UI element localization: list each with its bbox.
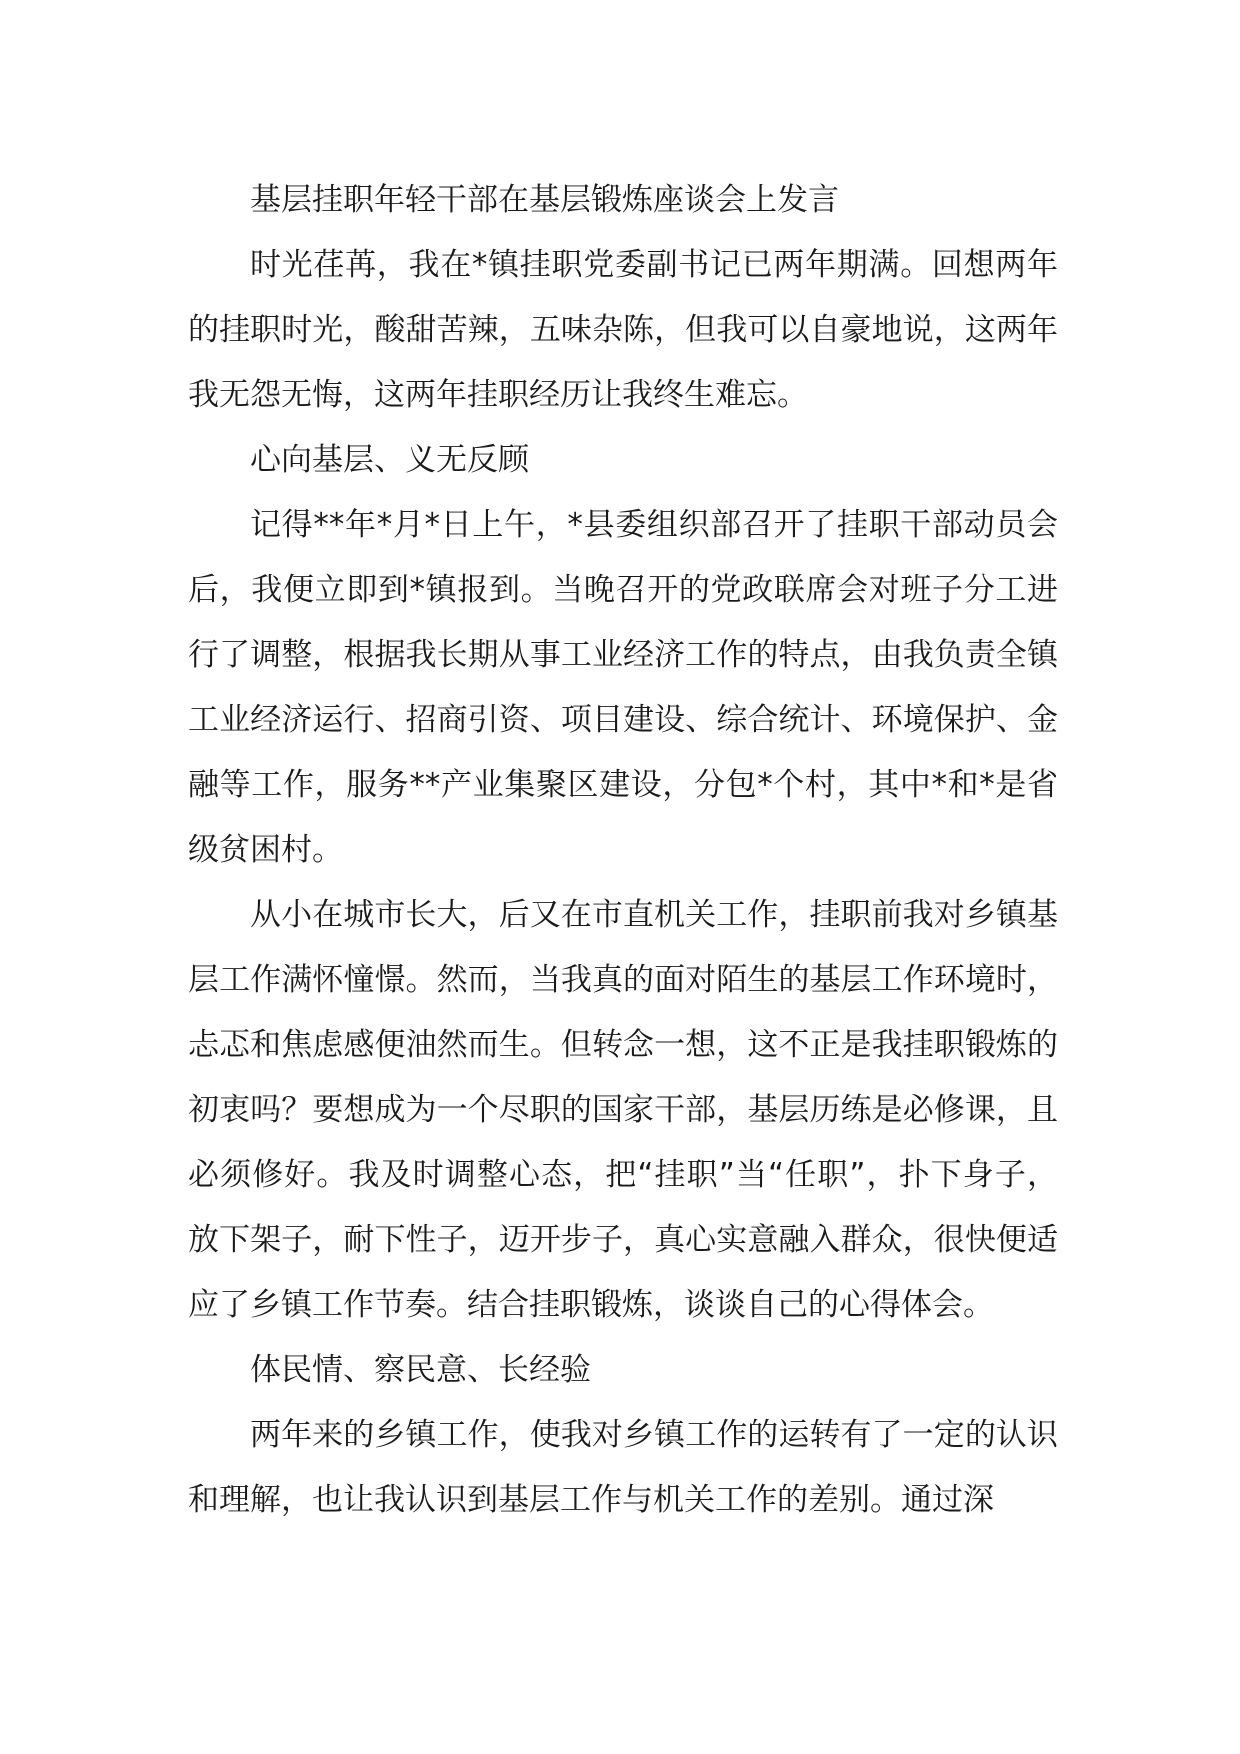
paragraph-report: 记得**年*月*日上午，*县委组织部召开了挂职干部动员会后，我便立即到*镇报到。当晚召开的党政联席会对班子分工进行了调整，根据我长期从事工业经济工作的特点，由我负责全镇工业经济运行、招商引资、项目建设、综合统计、环境保护、金融等工作，服务**产业集聚区建设，分包*个村，其中*和*是省级贫困村。 (188, 507, 1058, 868)
section-heading-1: 心向基层、义无反顾 (250, 442, 529, 478)
document-page (188, 168, 1058, 1533)
paragraph-intro: 时光荏苒，我在*镇挂职党委副书记已两年期满。回想两年的挂职时光，酸甜苦辣，五味杂陈，但我可以自豪地说，这两年我无怨无悔，这两年挂职经历让我终生难忘。 (188, 247, 1058, 413)
paragraph-mindset: 从小在城市长大，后又在市直机关工作，挂职前我对乡镇基层工作满怀憧憬。然而，当我真的面对陌生的基层工作环境时，忐忑和焦虑感便油然而生。但转念一想，这不正是我挂职锻炼的初衷吗？要想成为一个尽职的国家干部，基层历练是必修课，且必须修好。我及时调整心态，把“挂职”当“任职”，扑下身子，放下架子，耐下性子，迈开步子，真心实意融入群众，很快便适应了乡镇工作节奏。结合挂职锻炼，谈谈自己的心得体会。 (188, 897, 1058, 1323)
document-title: 基层挂职年轻干部在基层锻炼座谈会上发言 (250, 182, 839, 218)
section-heading-2: 体民情、察民意、长经验 (250, 1352, 591, 1388)
paragraph-experience: 两年来的乡镇工作，使我对乡镇工作的运转有了一定的认识和理解，也让我认识到基层工作与机关工作的差别。通过深 (188, 1417, 1058, 1518)
